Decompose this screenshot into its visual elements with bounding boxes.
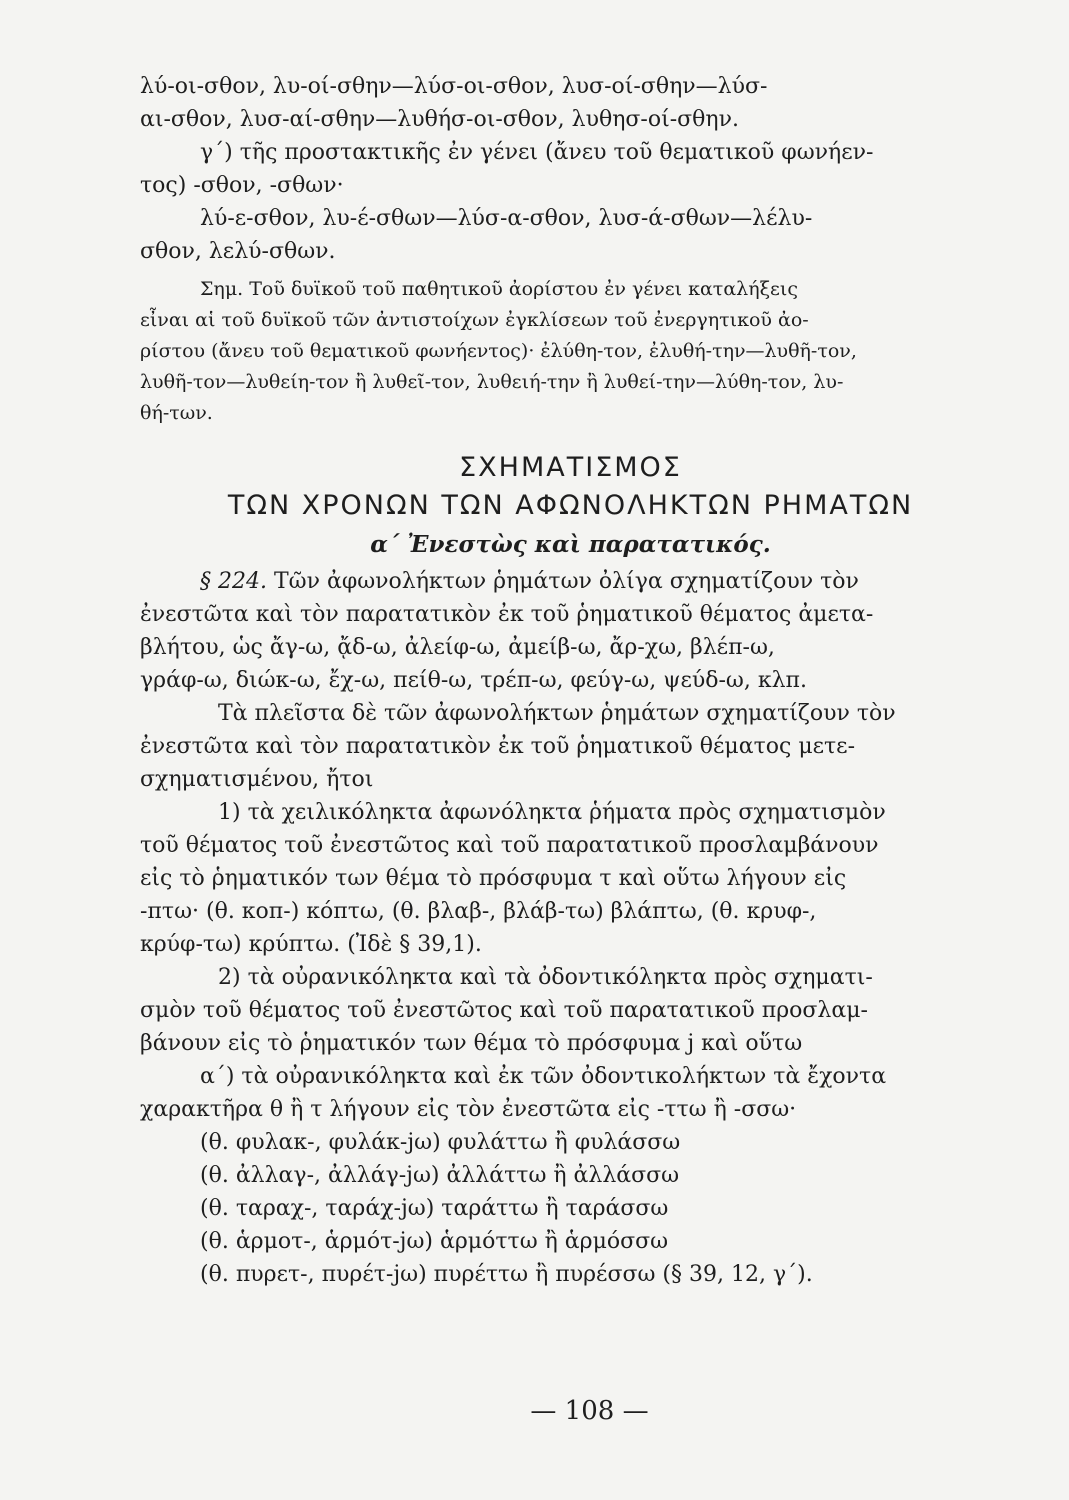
top-paragraph	[140, 70, 1041, 268]
text-line: Τῶν ἀφωνολήκτων ῥημάτων ὀλίγα σχηματίζουν τὸν	[273, 569, 859, 594]
example-line: (θ. πυρετ-, πυρέτ-jω) πυρέττω ἢ πυρέσσω (§ 39, 12, γ΄).	[200, 1262, 813, 1287]
note-line: ρίστου (ἄνευ τοῦ θεματικοῦ φωνήεντος)· ἐλύθη-τον, ἐλυθή-την—λυθῆ-τον,	[140, 340, 857, 362]
text-line: γ΄) τῆς προστακτικῆς ἐν γένει (ἄνευ τοῦ θεματικοῦ φωνήεν-	[200, 140, 874, 165]
example-line: (θ. φυλακ-, φυλάκ-jω) φυλάττω ἢ φυλάσσω	[200, 1130, 681, 1155]
note-paragraph	[140, 274, 1041, 429]
text-line: κρύφ-τω) κρύπτω. (Ἰδὲ § 39,1).	[140, 932, 482, 957]
note-line: εἶναι αἱ τοῦ δυϊκοῦ τῶν ἀντιστοίχων ἐγκλίσεων τοῦ ἐνεργητικοῦ ἀο-	[140, 309, 809, 331]
text-line: βλήτου, ὡς ἄγ-ω, ᾄδ-ω, ἀλείφ-ω, ἀμείβ-ω, ἄρ-χω, βλέπ-ω,	[140, 635, 775, 660]
section-224	[140, 565, 1041, 697]
text-line: ἐνεστῶτα καὶ τὸν παρατατικὸν ἐκ τοῦ ῥηματικοῦ θέματος ἀμετα-	[140, 602, 874, 627]
text-line: τος) -σθον, -σθων·	[140, 173, 344, 198]
item-2	[140, 961, 1041, 1060]
page-number: — 108 —	[530, 1396, 649, 1426]
example-list	[140, 1126, 1041, 1291]
text-line: λύ-ε-σθον, λυ-έ-σθων—λύσ-α-σθον, λυσ-ά-σθων—λέλυ-	[200, 206, 813, 231]
text-line: 1) τὰ χειλικόληκτα ἀφωνόληκτα ῥήματα πρὸς σχηματισμὸν	[218, 800, 886, 825]
example-line: (θ. ἁρμοτ-, ἁρμότ-jω) ἁρμόττω ἢ ἁρμόσσω	[200, 1229, 669, 1254]
text-line: α΄) τὰ οὐρανικόληκτα καὶ ἐκ τῶν ὀδοντικολήκτων τὰ ἔχοντα	[200, 1064, 887, 1089]
example-line: (θ. ταραχ-, ταράχ-jω) ταράττω ἢ ταράσσω	[200, 1196, 669, 1221]
note-line: Σημ. Τοῦ δυϊκοῦ τοῦ παθητικοῦ ἀορίστου ἐν γένει καταλήξεις	[200, 278, 798, 300]
example-line: (θ. ἀλλαγ-, ἀλλάγ-jω) ἀλλάττω ἢ ἀλλάσσω	[200, 1163, 680, 1188]
note-line: λυθῆ-τον—λυθείη-τον ἢ λυθεῖ-τον, λυθειή-την ἢ λυθεί-την—λύθη-τον, λυ-	[140, 371, 844, 393]
chapter-heading: ΣΧΗΜΑΤΙΣΜΟΣ	[459, 452, 682, 483]
text-line: Τὰ πλεῖστα δὲ τῶν ἀφωνολήκτων ῥημάτων σχηματίζουν τὸν	[218, 701, 896, 726]
chapter-heading-line2: ΤΩΝ ΧΡΟΝΩΝ ΤΩΝ ΑΦΩΝΟΛΗΚΤΩΝ ΡΗΜΑΤΩΝ	[227, 490, 914, 521]
section-number: § 224.	[200, 569, 267, 594]
item-1	[140, 796, 1041, 961]
text-line: λύ-οι-σθον, λυ-οί-σθην—λύσ-οι-σθον, λυσ-οί-σθην—λύσ-	[140, 74, 768, 99]
text-line: γράφ-ω, διώκ-ω, ἔχ-ω, πείθ-ω, τρέπ-ω, φεύγ-ω, ψεύδ-ω, κλπ.	[140, 668, 807, 693]
text-line: τοῦ θέματος τοῦ ἐνεστῶτος καὶ τοῦ παρατατικοῦ προσλαμβάνουν	[140, 833, 879, 858]
text-line: 2) τὰ οὐρανικόληκτα καὶ τὰ ὀδοντικόληκτα πρὸς σχηματι-	[218, 965, 873, 990]
text-line: σμὸν τοῦ θέματος τοῦ ἐνεστῶτος καὶ τοῦ παρατατικοῦ προσλαμ-	[140, 998, 868, 1023]
text-line: αι-σθον, λυσ-αί-σθην—λυθήσ-οι-σθον, λυθησ-οί-σθην.	[140, 107, 739, 132]
text-line: βάνουν εἰς τὸ ῥηματικόν των θέμα τὸ πρόσφυμα j καὶ οὕτω	[140, 1031, 803, 1056]
text-line: ἐνεστῶτα καὶ τὸν παρατατικὸν ἐκ τοῦ ῥηματικοῦ θέματος μετε-	[140, 734, 856, 759]
text-line: -πτω· (θ. κοπ-) κόπτω, (θ. βλαβ-, βλάβ-τω) βλάπτω, (θ. κρυφ-,	[140, 899, 817, 924]
section-subheading: α΄ Ἐνεστὼς καὶ παρατατικός.	[370, 531, 771, 558]
text-line: σχηματισμένου, ἤτοι	[140, 767, 374, 792]
text-line: εἰς τὸ ῥηματικόν των θέμα τὸ πρόσφυμα τ καὶ οὕτω λήγουν εἰς	[140, 866, 847, 891]
text-line: χαρακτῆρα θ ἢ τ λήγουν εἰς τὸν ἐνεστῶτα εἰς -ττω ἢ -σσω·	[140, 1097, 797, 1122]
item-2a	[140, 1060, 1041, 1126]
text-line: σθον, λελύ-σθων.	[140, 239, 336, 264]
note-line: θή-των.	[140, 402, 213, 424]
paragraph-2	[140, 697, 1041, 796]
